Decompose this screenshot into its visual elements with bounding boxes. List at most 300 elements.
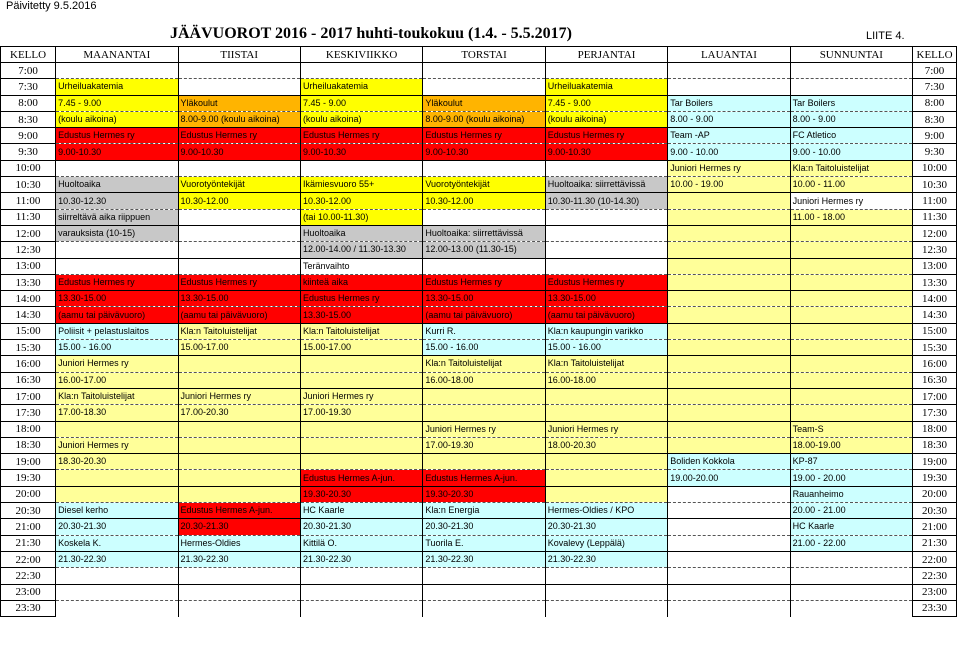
schedule-cell (790, 79, 912, 95)
time-label-right: 17:30 (913, 405, 957, 421)
schedule-cell: 9.00-10.30 (56, 144, 178, 160)
schedule-cell (423, 600, 545, 616)
header-friday: PERJANTAI (545, 47, 667, 63)
schedule-cell: 19.30-20.30 (423, 486, 545, 502)
header-wednesday: KESKIVIIKKO (300, 47, 422, 63)
schedule-cell (668, 535, 790, 551)
schedule-cell (668, 372, 790, 388)
schedule-cell: 7.45 - 9.00 (545, 95, 667, 111)
schedule-cell (790, 600, 912, 616)
schedule-cell: Edustus Hermes A-jun. (178, 503, 300, 519)
schedule-cell: Team -AP (668, 128, 790, 144)
schedule-cell: (aamu tai päivävuoro) (423, 307, 545, 323)
schedule-cell (790, 307, 912, 323)
schedule-cell (178, 242, 300, 258)
schedule-cell (423, 584, 545, 600)
schedule-cell (545, 405, 667, 421)
time-slot-row (1, 437, 957, 453)
schedule-cell: 13.30-15.00 (56, 291, 178, 307)
schedule-cell: 10.30-12.00 (178, 193, 300, 209)
schedule-cell (790, 258, 912, 274)
time-label-right: 18:00 (913, 421, 957, 437)
time-label-right: 19:30 (913, 470, 957, 486)
schedule-cell: (koulu aikoina) (56, 111, 178, 127)
time-slot-row (1, 225, 957, 241)
time-label-right: 13:00 (913, 258, 957, 274)
time-slot-row (1, 340, 957, 356)
time-slot-row (1, 209, 957, 225)
schedule-cell (56, 421, 178, 437)
time-slot-row (1, 193, 957, 209)
schedule-cell: 19.00-20.00 (668, 470, 790, 486)
time-label-right: 15:30 (913, 340, 957, 356)
schedule-cell: 10.30-12.00 (423, 193, 545, 209)
schedule-cell: Rauanheimo (790, 486, 912, 502)
schedule-cell (300, 600, 422, 616)
schedule-cell: Huoltoaika: siirrettävissä (545, 177, 667, 193)
header-saturday: LAUANTAI (668, 47, 790, 63)
time-label-right: 17:00 (913, 388, 957, 404)
schedule-cell (56, 470, 178, 486)
time-slot-row (1, 421, 957, 437)
schedule-cell: Juniori Hermes ry (790, 193, 912, 209)
time-label-right: 7:30 (913, 79, 957, 95)
schedule-cell (668, 291, 790, 307)
schedule-cell (668, 503, 790, 519)
time-slot-row (1, 535, 957, 551)
time-label-right: 21:30 (913, 535, 957, 551)
schedule-cell: Vuorotyöntekijät (178, 177, 300, 193)
schedule-cell: 18.00-19.00 (790, 437, 912, 453)
schedule-cell: varauksista (10-15) (56, 225, 178, 241)
schedule-cell: Huoltoaika: siirrettävissä (423, 225, 545, 241)
time-slot-row (1, 79, 957, 95)
schedule-cell: Edustus Hermes ry (56, 128, 178, 144)
schedule-cell: KP-87 (790, 454, 912, 470)
schedule-cell: 21.30-22.30 (423, 551, 545, 567)
schedule-cell (790, 225, 912, 241)
schedule-cell: siirreltävä aika riippuen (56, 209, 178, 225)
schedule-cell (56, 600, 178, 616)
time-slot-row (1, 160, 957, 176)
schedule-cell: (koulu aikoina) (300, 111, 422, 127)
time-slot-row (1, 144, 957, 160)
time-label: 10:00 (1, 160, 56, 176)
time-label: 17:00 (1, 388, 56, 404)
time-label: 23:00 (1, 584, 56, 600)
time-label-right: 9:30 (913, 144, 957, 160)
schedule-cell (668, 405, 790, 421)
schedule-cell: Juniori Hermes ry (545, 421, 667, 437)
schedule-cell: Koskela K. (56, 535, 178, 551)
header-sunday: SUNNUNTAI (790, 47, 912, 63)
schedule-cell (178, 258, 300, 274)
schedule-cell (790, 551, 912, 567)
schedule-cell (300, 584, 422, 600)
time-label: 10:30 (1, 177, 56, 193)
header-monday: MAANANTAI (56, 47, 178, 63)
schedule-cell (790, 242, 912, 258)
schedule-cell (300, 568, 422, 584)
schedule-cell: Kla:n Taitoluistelijat (545, 356, 667, 372)
schedule-cell: 21.30-22.30 (56, 551, 178, 567)
schedule-cell: Huoltoaika (300, 225, 422, 241)
header-time-right: KELLO (913, 47, 957, 63)
schedule-cell (178, 600, 300, 616)
time-label-right: 7:00 (913, 63, 957, 79)
schedule-cell: Edustus Hermes A-jun. (300, 470, 422, 486)
schedule-cell (423, 388, 545, 404)
schedule-cell: 12.00-14.00 / 11.30-13.30 (300, 242, 422, 258)
time-label-right: 12:00 (913, 225, 957, 241)
schedule-cell: 9.00-10.30 (300, 144, 422, 160)
schedule-cell: 9.00 - 10.00 (668, 144, 790, 160)
schedule-cell (423, 209, 545, 225)
time-label-right: 8:00 (913, 95, 957, 111)
schedule-cell (178, 372, 300, 388)
schedule-cell (545, 454, 667, 470)
time-slot-row (1, 177, 957, 193)
time-label: 16:00 (1, 356, 56, 372)
time-label: 23:30 (1, 600, 56, 616)
schedule-cell (790, 405, 912, 421)
schedule-cell (300, 421, 422, 437)
schedule-cell: Juniori Hermes ry (300, 388, 422, 404)
schedule-cell: 12.00-13.00 (11.30-15) (423, 242, 545, 258)
time-label-right: 11:00 (913, 193, 957, 209)
attachment-label: LIITE 4. (866, 30, 905, 42)
schedule-cell: 17.00-18.30 (56, 405, 178, 421)
schedule-cell (668, 356, 790, 372)
schedule-cell (545, 600, 667, 616)
schedule-cell: 8.00-9.00 (koulu aikoina) (178, 111, 300, 127)
schedule-cell (790, 372, 912, 388)
schedule-cell (668, 307, 790, 323)
schedule-cell: 9.00-10.30 (545, 144, 667, 160)
schedule-cell: Edustus Hermes A-jun. (423, 470, 545, 486)
schedule-cell (56, 258, 178, 274)
schedule-cell: Urheiluakatemia (300, 79, 422, 95)
schedule-cell (668, 340, 790, 356)
schedule-cell: 10.00 - 19.00 (668, 177, 790, 193)
time-label-right: 20:30 (913, 503, 957, 519)
schedule-cell: 8.00-9.00 (koulu aikoina) (423, 111, 545, 127)
time-label: 7:30 (1, 79, 56, 95)
schedule-cell: 15.00 - 16.00 (545, 340, 667, 356)
schedule-cell (545, 388, 667, 404)
time-slot-row (1, 405, 957, 421)
time-label: 7:00 (1, 63, 56, 79)
time-slot-row (1, 600, 957, 616)
schedule-cell: Kla:n Taitoluistelijat (56, 388, 178, 404)
time-label: 12:30 (1, 242, 56, 258)
schedule-cell: FC Atletico (790, 128, 912, 144)
schedule-cell (178, 584, 300, 600)
time-label-right: 12:30 (913, 242, 957, 258)
schedule-cell (668, 193, 790, 209)
schedule-cell (668, 258, 790, 274)
schedule-cell (300, 372, 422, 388)
schedule-cell: Kla:n Taitoluistelijat (790, 160, 912, 176)
schedule-cell (423, 258, 545, 274)
schedule-cell (545, 584, 667, 600)
schedule-cell: Urheiluakatemia (545, 79, 667, 95)
schedule-cell: Edustus Hermes ry (423, 274, 545, 290)
time-label-right: 22:30 (913, 568, 957, 584)
schedule-cell: 9.00 - 10.00 (790, 144, 912, 160)
schedule-cell: 8.00 - 9.00 (668, 111, 790, 127)
schedule-cell: 21.30-22.30 (178, 551, 300, 567)
schedule-cell: 15.00 - 16.00 (423, 340, 545, 356)
time-label: 21:00 (1, 519, 56, 535)
schedule-cell (668, 242, 790, 258)
time-label: 16:30 (1, 372, 56, 388)
time-label: 8:00 (1, 95, 56, 111)
schedule-cell: 18.00-20.30 (545, 437, 667, 453)
schedule-cell: 19.00 - 20.00 (790, 470, 912, 486)
schedule-cell: Juniori Hermes ry (668, 160, 790, 176)
schedule-cell: Poliisit + pelastuslaitos (56, 323, 178, 339)
time-slot-row (1, 470, 957, 486)
time-label: 11:00 (1, 193, 56, 209)
time-label-right: 21:00 (913, 519, 957, 535)
schedule-cell: 20.00 - 21.00 (790, 503, 912, 519)
schedule-cell (178, 356, 300, 372)
schedule-cell: 10.00 - 11.00 (790, 177, 912, 193)
schedule-cell: Edustus Hermes ry (178, 128, 300, 144)
time-label: 12:00 (1, 225, 56, 241)
time-label-right: 16:00 (913, 356, 957, 372)
schedule-cell: Edustus Hermes ry (300, 291, 422, 307)
schedule-cell: 9.00-10.30 (178, 144, 300, 160)
schedule-cell: 17.00-19.30 (300, 405, 422, 421)
schedule-cell: 20.30-21.30 (56, 519, 178, 535)
schedule-cell: Tar Boilers (668, 95, 790, 111)
schedule-cell (668, 568, 790, 584)
schedule-cell (790, 274, 912, 290)
time-slot-row (1, 95, 957, 111)
schedule-cell (668, 600, 790, 616)
time-slot-row (1, 388, 957, 404)
schedule-cell: Yläkoulut (178, 95, 300, 111)
page-title: JÄÄVUOROT 2016 - 2017 huhti-toukokuu (1.4. - 5.5.2017) (170, 25, 572, 42)
schedule-cell (178, 79, 300, 95)
time-slot-row (1, 111, 957, 127)
schedule-cell: 7.45 - 9.00 (300, 95, 422, 111)
schedule-cell (300, 437, 422, 453)
schedule-cell: 19.30-20.30 (300, 486, 422, 502)
schedule-cell: 13.30-15.00 (423, 291, 545, 307)
schedule-cell: Kla:n Taitoluistelijat (300, 323, 422, 339)
schedule-cell: 10.30-11.30 (10-14.30) (545, 193, 667, 209)
time-label: 22:30 (1, 568, 56, 584)
schedule-cell: (koulu aikoina) (545, 111, 667, 127)
schedule-cell: 18.30-20.30 (56, 454, 178, 470)
schedule-cell (790, 63, 912, 79)
time-slot-row (1, 503, 957, 519)
schedule-cell: Edustus Hermes ry (300, 128, 422, 144)
schedule-cell (668, 323, 790, 339)
time-label-right: 8:30 (913, 111, 957, 127)
schedule-cell: Kla:n Taitoluistelijat (178, 323, 300, 339)
time-slot-row (1, 372, 957, 388)
time-label-right: 18:30 (913, 437, 957, 453)
schedule-cell: HC Kaarle (790, 519, 912, 535)
schedule-cell (668, 437, 790, 453)
schedule-cell (668, 584, 790, 600)
time-label: 14:30 (1, 307, 56, 323)
schedule-cell: Tar Boilers (790, 95, 912, 111)
schedule-cell: HC Kaarle (300, 503, 422, 519)
time-label: 22:00 (1, 551, 56, 567)
schedule-cell: Juniori Hermes ry (178, 388, 300, 404)
schedule-cell (668, 79, 790, 95)
schedule-cell (790, 356, 912, 372)
schedule-cell (178, 63, 300, 79)
schedule-cell (668, 209, 790, 225)
time-slot-row (1, 242, 957, 258)
schedule-cell: Ikämiesvuoro 55+ (300, 177, 422, 193)
time-label-right: 14:00 (913, 291, 957, 307)
time-label-right: 20:00 (913, 486, 957, 502)
header-tuesday: TIISTAI (178, 47, 300, 63)
time-label-right: 9:00 (913, 128, 957, 144)
schedule-cell (300, 356, 422, 372)
schedule-cell: 15.00 - 16.00 (56, 340, 178, 356)
schedule-cell: 9.00-10.30 (423, 144, 545, 160)
schedule-cell: Kla:n kaupungin varikko (545, 323, 667, 339)
time-label-right: 16:30 (913, 372, 957, 388)
schedule-cell (178, 454, 300, 470)
schedule-cell (790, 584, 912, 600)
schedule-cell: Kla:n Taitoluistelijat (423, 356, 545, 372)
header-time-left: KELLO (1, 47, 56, 63)
schedule-cell: (aamu tai päivävuoro) (56, 307, 178, 323)
schedule-cell: 20.30-21.30 (545, 519, 667, 535)
schedule-cell (545, 470, 667, 486)
time-label-right: 10:30 (913, 177, 957, 193)
time-label: 20:30 (1, 503, 56, 519)
time-label-right: 23:30 (913, 600, 957, 616)
schedule-cell (668, 388, 790, 404)
schedule-cell (545, 209, 667, 225)
schedule-cell (668, 551, 790, 567)
schedule-cell: 16.00-18.00 (423, 372, 545, 388)
time-slot-row (1, 568, 957, 584)
schedule-cell: Edustus Hermes ry (56, 274, 178, 290)
schedule-cell: kiinteä aika (300, 274, 422, 290)
schedule-cell (178, 486, 300, 502)
time-label-right: 10:00 (913, 160, 957, 176)
schedule-cell: 20.30-21.30 (300, 519, 422, 535)
schedule-cell (545, 486, 667, 502)
time-label: 17:30 (1, 405, 56, 421)
schedule-cell (423, 405, 545, 421)
schedule-cell (423, 79, 545, 95)
schedule-cell (668, 63, 790, 79)
schedule-cell (790, 568, 912, 584)
schedule-cell (790, 340, 912, 356)
schedule-cell (178, 437, 300, 453)
schedule-cell (790, 323, 912, 339)
schedule-cell (300, 454, 422, 470)
time-slot-row (1, 258, 957, 274)
time-slot-row (1, 356, 957, 372)
schedule-cell: 17.00-19.30 (423, 437, 545, 453)
schedule-cell: Kovalevy (Leppälä) (545, 535, 667, 551)
schedule-cell: Vuorotyöntekijät (423, 177, 545, 193)
schedule-cell: Kurri R. (423, 323, 545, 339)
schedule-cell: Juniori Hermes ry (423, 421, 545, 437)
schedule-table (0, 46, 957, 617)
time-label: 13:00 (1, 258, 56, 274)
schedule-cell (56, 486, 178, 502)
schedule-cell (668, 519, 790, 535)
schedule-cell: 20.30-21.30 (423, 519, 545, 535)
schedule-cell (545, 242, 667, 258)
schedule-cell (423, 160, 545, 176)
schedule-cell: 10.30-12.00 (300, 193, 422, 209)
header-thursday: TORSTAI (423, 47, 545, 63)
schedule-cell: Edustus Hermes ry (545, 274, 667, 290)
time-label: 9:00 (1, 128, 56, 144)
time-slot-row (1, 291, 957, 307)
schedule-cell (545, 225, 667, 241)
schedule-cell: 16.00-18.00 (545, 372, 667, 388)
time-label-right: 14:30 (913, 307, 957, 323)
schedule-cell (178, 225, 300, 241)
schedule-cell (423, 63, 545, 79)
schedule-cell: 21.00 - 22.00 (790, 535, 912, 551)
schedule-cell: Kla:n Energia (423, 503, 545, 519)
schedule-cell (668, 421, 790, 437)
schedule-cell: 13.30-15.00 (178, 291, 300, 307)
schedule-cell: 20.30-21.30 (178, 519, 300, 535)
schedule-cell (668, 274, 790, 290)
schedule-cell: Teränvaihto (300, 258, 422, 274)
time-slot-row (1, 551, 957, 567)
schedule-cell: 11.00 - 18.00 (790, 209, 912, 225)
time-slot-row (1, 454, 957, 470)
time-label-right: 23:00 (913, 584, 957, 600)
time-slot-row (1, 486, 957, 502)
schedule-body (1, 63, 957, 617)
schedule-cell: Edustus Hermes ry (423, 128, 545, 144)
time-label: 21:30 (1, 535, 56, 551)
schedule-cell (423, 568, 545, 584)
time-label: 15:00 (1, 323, 56, 339)
schedule-cell: Edustus Hermes ry (178, 274, 300, 290)
schedule-cell (790, 291, 912, 307)
schedule-cell: Team-S (790, 421, 912, 437)
schedule-cell: (aamu tai päivävuoro) (545, 307, 667, 323)
time-label: 19:00 (1, 454, 56, 470)
schedule-cell: (tai 10.00-11.30) (300, 209, 422, 225)
time-label: 19:30 (1, 470, 56, 486)
schedule-cell (56, 160, 178, 176)
header-row (1, 47, 957, 63)
schedule-cell (545, 568, 667, 584)
schedule-cell: Juniori Hermes ry (56, 437, 178, 453)
schedule-cell: 7.45 - 9.00 (56, 95, 178, 111)
schedule-cell: 17.00-20.30 (178, 405, 300, 421)
schedule-cell (545, 63, 667, 79)
schedule-cell: 21.30-22.30 (300, 551, 422, 567)
schedule-cell (178, 160, 300, 176)
schedule-cell: 21.30-22.30 (545, 551, 667, 567)
schedule-cell: 13.30-15.00 (545, 291, 667, 307)
time-slot-row (1, 128, 957, 144)
